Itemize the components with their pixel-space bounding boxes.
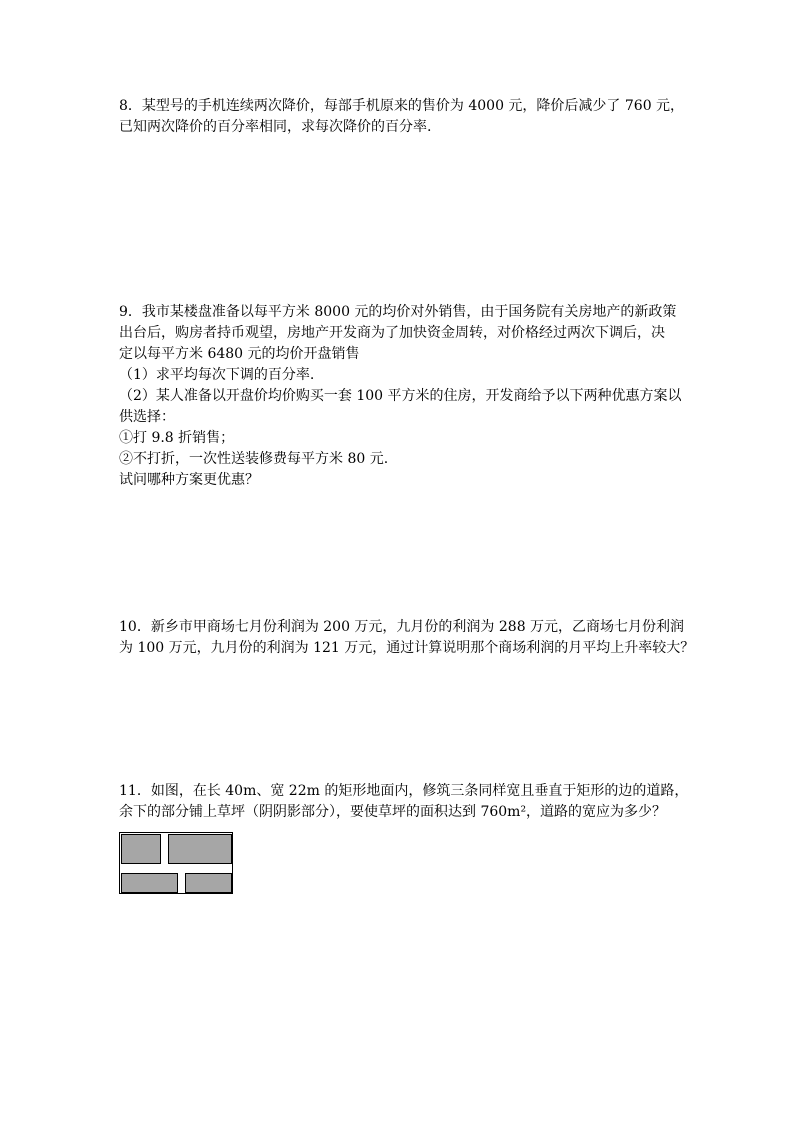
problem-line: 供选择： xyxy=(119,409,175,425)
problem-line: ①打 9.8 折销售； xyxy=(119,430,235,446)
problem-line: 9．我市某楼盘准备以每平方米 8000 元的均价对外销售，由于国务院有关房地产的新政策 xyxy=(119,304,677,320)
problem-line: （1）求平均每次下调的百分率. xyxy=(119,367,315,383)
lawn-patch-top-right xyxy=(168,834,232,864)
problem-9 xyxy=(119,302,689,491)
lawn-patch-bottom-right xyxy=(185,873,232,893)
problem-line: 为 100 万元，九月份的利润为 121 万元，通过计算说明那个商场利润的月平均上升率较大？ xyxy=(119,640,695,656)
lawn-patch-top-left xyxy=(121,834,161,864)
lawn-patch-bottom-left xyxy=(121,873,178,893)
problem-line: （2）某人准备以开盘价均价购买一套 100 平方米的住房，开发商给予以下两种优惠方案以 xyxy=(119,388,682,404)
problem-line: 余下的部分铺上草坪（阴阴影部分），要使草坪的面积达到 760m²，道路的宽应为多少？ xyxy=(119,804,667,820)
rectangle-road-figure xyxy=(119,832,233,894)
problem-line: 试问哪种方案更优惠？ xyxy=(119,472,259,488)
problem-line: 出台后，购房者持币观望，房地产开发商为了加快资金周转，对价格经过两次下调后，决 xyxy=(119,325,665,341)
problem-10 xyxy=(119,617,695,659)
problem-11 xyxy=(119,781,689,823)
problem-line: 11．如图，在长 40m、宽 22m 的矩形地面内，修筑三条同样宽且垂直于矩形的边的道路， xyxy=(119,783,689,799)
problem-line: 10．新乡市甲商场七月份利润为 200 万元，九月份的利润为 288 万元，乙商场七月份利润 xyxy=(119,619,685,635)
problem-line: 定以每平方米 6480 元的均价开盘销售 xyxy=(119,346,360,362)
problem-line: 已知两次降价的百分率相同，求每次降价的百分率. xyxy=(119,119,432,135)
problem-line: ②不打折，一次性送装修费每平方米 80 元. xyxy=(119,451,389,467)
problem-line: 8．某型号的手机连续两次降价，每部手机原来的售价为 4000 元，降价后减少了 760 元， xyxy=(119,98,685,114)
problem-8 xyxy=(119,96,689,138)
